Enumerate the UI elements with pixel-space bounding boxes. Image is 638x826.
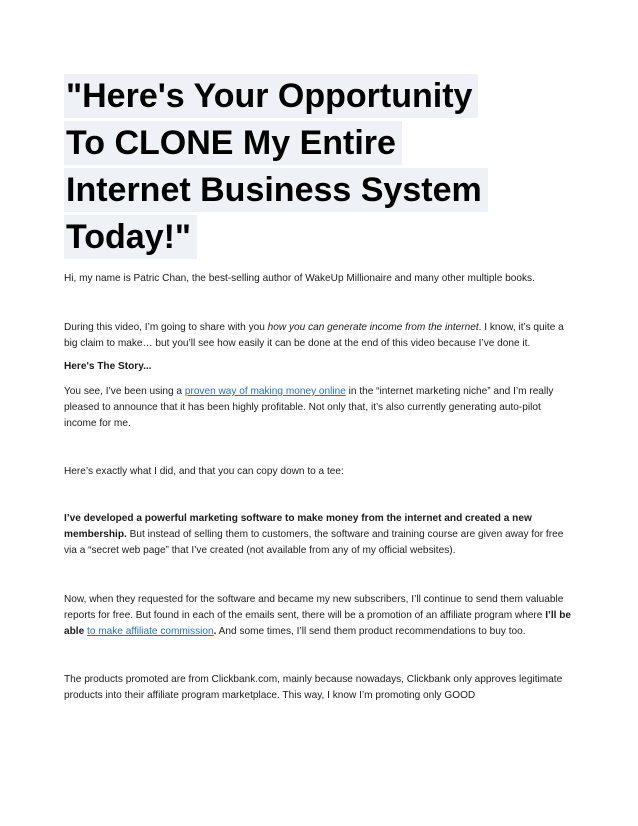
now-paragraph [64,592,576,640]
video-text-italic: how you can generate income from the internet [267,322,479,333]
you-see-after: in the “internet marketing niche” and I’m really pleased to announce that it has been highly profitable. Not only that, it’s also currently generating auto-pilot income for me. [64,386,554,429]
products-paragraph: The products promoted are from Clickbank.com, mainly because nowadays, Clickbank only approves legitimate products into their affiliate program marketplace. This way, I know I’m promoting only GOOD [64,674,563,701]
story-heading: Here's The Story... [64,361,152,372]
headline-line: Today!" [64,215,197,259]
exactly-paragraph: Here’s exactly what I did, and that you can copy down to a tee: [64,466,344,477]
headline-line: "Here's Your Opportunity [64,74,478,118]
now-after: And some times, I’ll send them product recommendations to buy too. [216,626,526,637]
developed-bold: I’ve developed a powerful marketing software to make money from the internet and created a new membership. [64,513,532,540]
video-text-before: During this video, I’m going to share with you [64,322,268,333]
video-paragraph [64,320,576,352]
now-bold: I’ll be able [64,610,572,637]
developed-after: But instead of selling them to customers, the software and training course are given away for free via a “secret web page” that I’ve created (not available from any of my official websites). [64,529,564,556]
affiliate-commission-link[interactable]: to make affiliate commission [87,626,214,637]
developed-paragraph [64,511,576,559]
video-text-after: . I know, it’s quite a big claim to make… but you’ll see how easily it can be done at the end of this video because I’ve done it. [64,322,564,349]
headline [64,74,576,262]
document-content [64,74,576,704]
you-see-paragraph [64,384,576,432]
you-see-before: You see, I’ve been using a [64,386,185,397]
now-before: Now, when they requested for the software and became my new subscribers, I’ll continue to send them valuable reports for free. But found in each of the emails sent, there will be a promotion of an affiliate program where [64,594,564,621]
proven-way-link[interactable]: proven way of making money online [184,386,346,397]
headline-line: To CLONE My Entire [64,121,402,165]
headline-line: Internet Business System [64,168,488,212]
now-bold-period: . [213,626,217,637]
intro-paragraph: Hi, my name is Patric Chan, the best-selling author of WakeUp Millionaire and many other multiple books. [64,273,535,284]
